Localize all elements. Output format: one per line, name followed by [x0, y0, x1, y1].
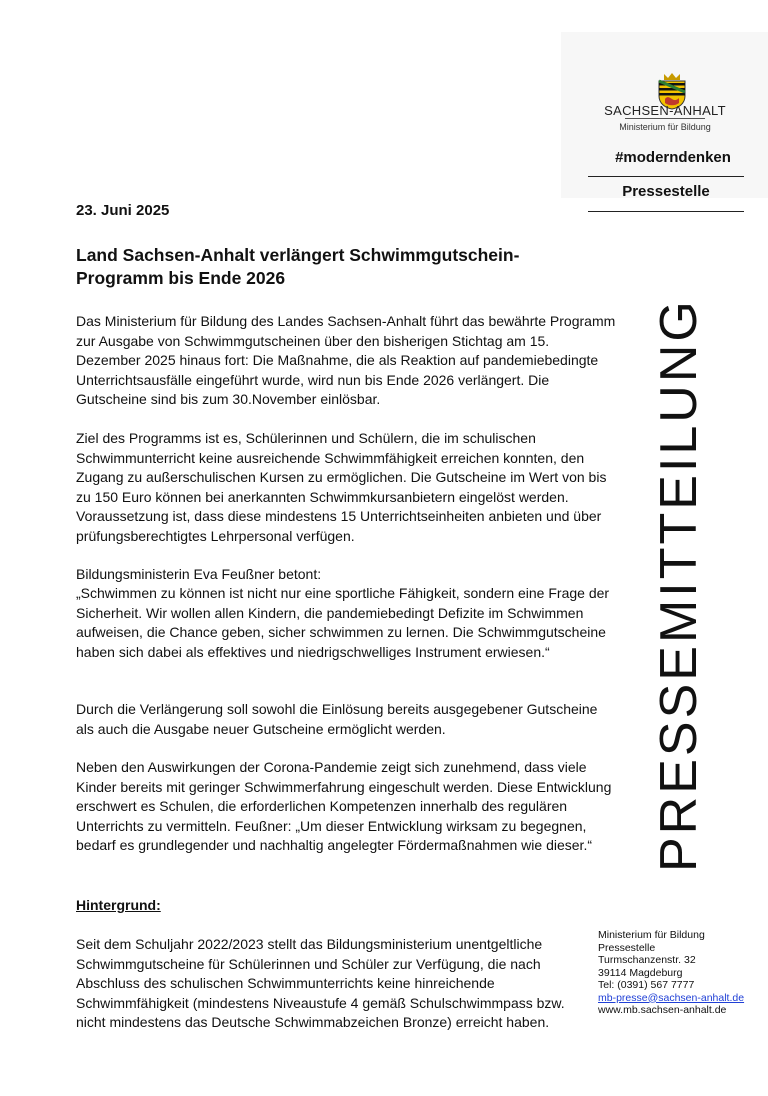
campaign-hashtag: #moderndenken [615, 149, 731, 166]
paragraph-context: Neben den Auswirkungen der Corona-Pandemie zeigt sich zunehmend, dass viele Kinder bereits mit geringer Schwimmerfahrung eingeschult werden. Diese Entwicklung erschwert es Schulen, die erforderlichen Kompetenzen innerhalb des regulären Unterrichts zu vermitteln. Feußner: „Um dieser Entwicklung wirksam zu begegnen, bedarf es grundlegender und nachhaltig angelegter Fördermaßnahmen wie dieser.“ [76, 759, 612, 854]
document-type-vertical: PRESSEMITTEILUNG [650, 298, 708, 872]
header-rule-bottom [588, 211, 744, 212]
paragraph-background: Seit dem Schuljahr 2022/2023 stellt das Bildungsministerium unentgeltliche Schwimmgutscheine für Schülerinnen und Schüler zur Verfügung, die nach Abschluss des schulischen Schwimmunterrichts keine hinreichende Schwimmfähigkeit (mindestens Niveaustufe 4 gemäß Schulschwimmpass bzw. nicht mindestens das Deutsche Schwimmabzeichen Bronze) erreicht haben. [76, 936, 565, 1031]
brand-ministry: Ministerium für Bildung [619, 122, 711, 132]
quote-intro: Bildungsministerin Eva Feußner betont: [76, 566, 322, 582]
brand-divider [625, 118, 705, 119]
minister-quote: „Schwimmen zu können ist nicht nur eine sportliche Fähigkeit, sondern eine Frage der Sicherheit. Wir wollen allen Kindern, die pandemiebedingt Defizite im Schwimmen aufweisen, die Chance geben, sicher schwimmen zu lernen. Die Schwimmgutscheine haben sich dabei als effektives und niedrigschwelliges Instrument erwiesen.“ [76, 585, 610, 660]
contact-org: Ministerium für Bildung [598, 929, 705, 941]
headline: Land Sachsen-Anhalt verlängert Schwimmgutschein-Programm bis Ende 2026 [76, 245, 520, 288]
contact-city: 39114 Magdeburg [598, 966, 683, 979]
contact-block [598, 929, 758, 1017]
contact-phone: Tel: (0391) 567 7777 [598, 979, 695, 991]
department-label: Pressestelle [622, 183, 710, 200]
brand-name: SACHSEN-ANHALT [604, 103, 726, 118]
background-heading: Hintergrund: [76, 897, 161, 913]
paragraph-extension: Durch die Verlängerung soll sowohl die Einlösung bereits ausgegebener Gutscheine als auch die Ausgabe neuer Gutscheine ermöglicht werden. [76, 701, 598, 737]
header-rule-top [588, 176, 744, 177]
release-date: 23. Juni 2025 [76, 202, 170, 219]
paragraph-goal: Ziel des Programms ist es, Schülerinnen und Schülern, die im schulischen Schwimmunterricht keine ausreichende Schwimmfähigkeit erreichen konnten, den Zugang zu außerschulischen Kursen zu ermöglichen. Die Gutscheine im Wert von bis zu 150 Euro können bei anerkannten Schwimmkursanbietern eingelöst werden. Voraussetzung ist, dass diese mindestens 15 Unterrichtseinheiten anbieten und über prüfungsberechtigtes Lehrpersonal verfügen. [76, 430, 607, 544]
contact-email-link[interactable]: mb-presse@sachsen-anhalt.de [598, 991, 745, 1004]
paragraph-intro: Das Ministerium für Bildung des Landes Sachsen-Anhalt führt das bewährte Programm zur Ausgabe von Schwimmgutscheinen über den bisherigen Stichtag am 15. Dezember 2025 hinaus fort: Die Maßnahme, die als Reaktion auf pandemiebedingte Unterrichtsausfälle eingeführt wurde, wird nun bis Ende 2026 verlängert. Die Gutscheine sind bis zum 30.November einlösbar. [76, 313, 616, 408]
contact-website[interactable]: www.mb.sachsen-anhalt.de [598, 1004, 727, 1016]
contact-street: Turmschanzenstr. 32 [598, 954, 696, 966]
contact-unit: Pressestelle [598, 941, 656, 954]
